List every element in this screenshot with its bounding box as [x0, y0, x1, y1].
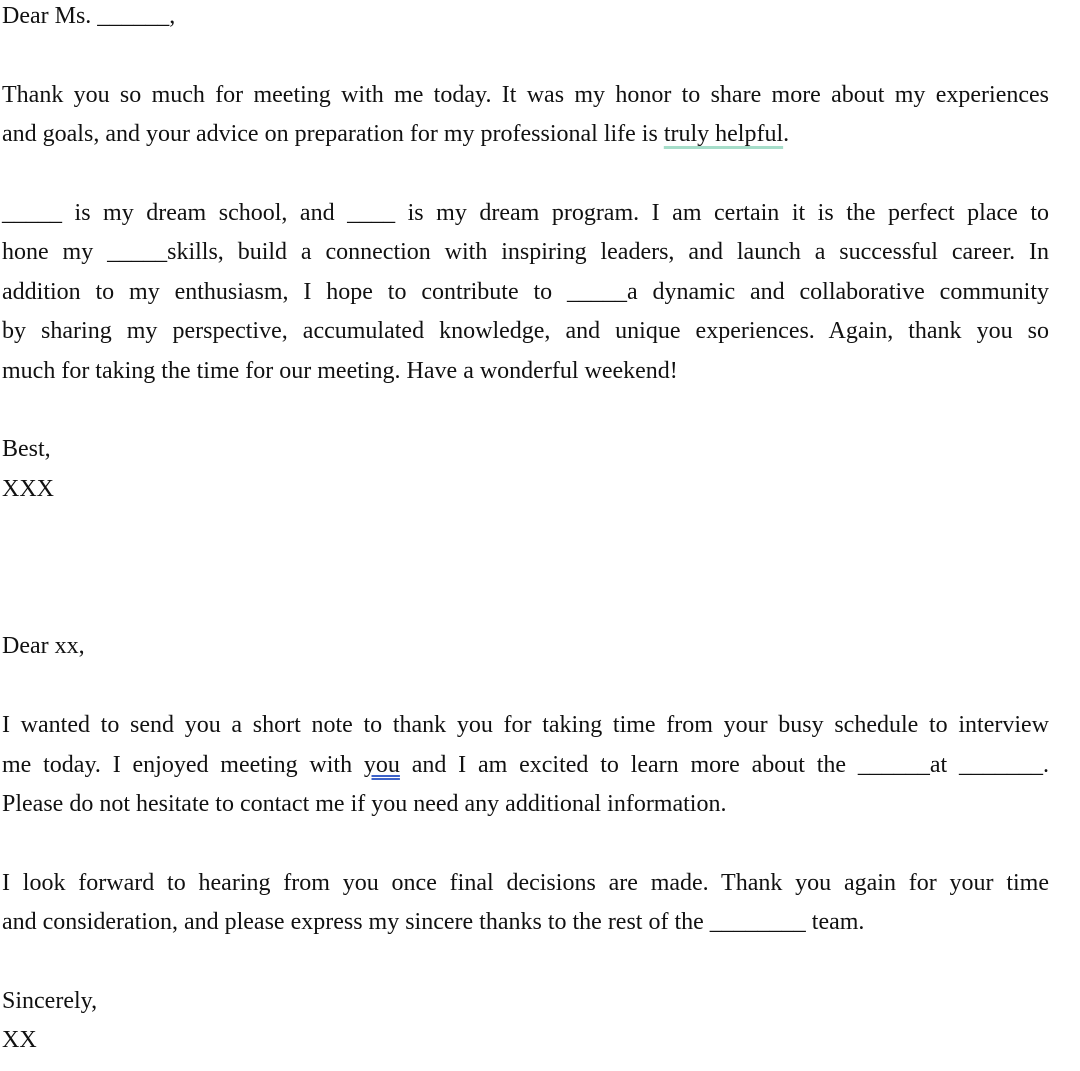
letter-1	[2, 0, 1049, 509]
grammar-suggestion-underline[interactable]: truly helpful	[663, 121, 784, 148]
letter1-paragraph-2	[2, 194, 1049, 391]
letter2-p1-line2-end: and I am excited to learn more about the ______at _______.	[411, 751, 1049, 778]
blank-line	[2, 155, 1049, 194]
letter2-signature: XX	[2, 1027, 37, 1054]
letter1-p1-line2	[2, 115, 1049, 154]
letter1-p2-line4: by sharing my perspective, accumulated knowledge, and unique experiences. Again, thank you so	[2, 318, 1049, 345]
blank-line	[2, 36, 1049, 75]
blank-lines	[2, 509, 1049, 627]
letter1-p1-line2-end: .	[783, 121, 790, 148]
letter2-p1-line2-text: me today. I enjoyed meeting with	[2, 751, 353, 778]
letter1-p2-line2: hone my _____skills, build a connection with inspiring leaders, and launch a successful career. In	[2, 239, 1049, 266]
letter1-paragraph-1	[2, 76, 1049, 155]
blank-line	[2, 824, 1049, 863]
document-body[interactable]	[2, 0, 1049, 1061]
letter2-p1-line2	[2, 746, 1049, 785]
blank-line	[2, 667, 1049, 706]
letter2-p1-line1: I wanted to send you a short note to thank you for taking time from your busy schedule to interview	[2, 712, 1049, 739]
letter2-paragraph-2	[2, 864, 1049, 943]
blank-line	[2, 943, 1049, 982]
letter2-salutation: Dear xx,	[2, 633, 85, 660]
letter2-closing: Sincerely,	[2, 988, 98, 1015]
letter1-p2-line3: addition to my enthusiasm, I hope to contribute to _____a dynamic and collaborative community	[2, 278, 1049, 305]
letter2-paragraph-1	[2, 706, 1049, 824]
letter1-closing: Best,	[2, 436, 51, 463]
letter1-p1-line2-text: and goals, and your advice on preparation for my professional life is	[2, 121, 658, 148]
letter1-p1-line1: Thank you so much for meeting with me today. It was my honor to share more about my experiences	[2, 81, 1049, 108]
letter2-p2-line1: I look forward to hearing from you once final decisions are made. Thank you again for your time	[2, 869, 1049, 896]
letter1-signature: XXX	[2, 475, 54, 502]
letter1-p2-line5: much for taking the time for our meeting. Have a wonderful weekend!	[2, 357, 678, 384]
letter1-salutation: Dear Ms. ______,	[2, 3, 176, 29]
letter2-p2-line2: and consideration, and please express my sincere thanks to the rest of the ________ team.	[2, 909, 865, 936]
letter-2	[2, 627, 1049, 1060]
letter1-p2-line1: _____ is my dream school, and ____ is my dream program. I am certain it is the perfect place to	[2, 200, 1049, 226]
letter2-p1-line3: Please do not hesitate to contact me if you need any additional information.	[2, 791, 727, 818]
spelling-suggestion-underline[interactable]: you	[363, 751, 400, 778]
blank-line	[2, 391, 1049, 430]
